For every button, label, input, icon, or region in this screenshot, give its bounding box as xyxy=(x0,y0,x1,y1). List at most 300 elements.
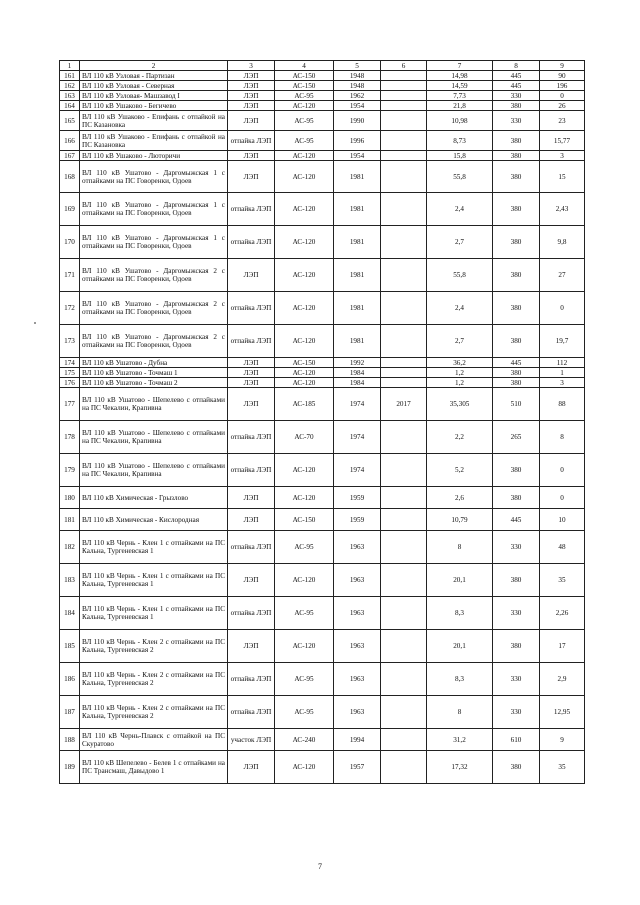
current-load: 12,95 xyxy=(540,696,585,729)
table-row xyxy=(60,292,585,325)
line-name: ВЛ 110 кВ Ушатово - Даргомыжская 1 с отпайками на ПС Говоренки, Одоев xyxy=(80,193,228,226)
table-row xyxy=(60,630,585,663)
year-built: 1984 xyxy=(334,368,381,378)
table-row xyxy=(60,81,585,91)
line-name: ВЛ 110 кВ Ушатово - Шепелево с отпайками на ПС Чекалин, Крапивна xyxy=(80,454,228,487)
length-km: 55,8 xyxy=(427,161,493,193)
length-km: 36,2 xyxy=(427,358,493,368)
allowed-current: 380 xyxy=(493,193,540,226)
year-built: 1948 xyxy=(334,71,381,81)
row-number: 179 xyxy=(60,454,80,487)
year-built: 1984 xyxy=(334,378,381,388)
object-type: ЛЭП xyxy=(228,487,275,509)
allowed-current: 330 xyxy=(493,597,540,630)
line-name: ВЛ 110 кВ Ушаково - Епифань с отпайкой на ПС Казановка xyxy=(80,111,228,131)
object-type: ЛЭП xyxy=(228,111,275,131)
page-number: 7 xyxy=(318,862,322,871)
row-number: 185 xyxy=(60,630,80,663)
line-name: ВЛ 110 кВ Ушатово - Точмаш 2 xyxy=(80,378,228,388)
object-type: участок ЛЭП xyxy=(228,729,275,751)
length-km: 21,8 xyxy=(427,101,493,111)
object-type: отпайка ЛЭП xyxy=(228,292,275,325)
line-name: ВЛ 110 кВ Чернь - Клен 2 с отпайками на ПС Кальна, Тургеневская 2 xyxy=(80,696,228,729)
row-number: 175 xyxy=(60,368,80,378)
current-load: 15 xyxy=(540,161,585,193)
header-cell: 5 xyxy=(334,61,381,71)
year-reconstructed xyxy=(381,630,427,663)
length-km: 1,2 xyxy=(427,368,493,378)
allowed-current: 510 xyxy=(493,388,540,421)
length-km: 31,2 xyxy=(427,729,493,751)
current-load: 8 xyxy=(540,421,585,454)
year-reconstructed: 2017 xyxy=(381,388,427,421)
line-name: ВЛ 110 кВ Чернь - Клен 2 с отпайками на ПС Кальна, Тургеневская 2 xyxy=(80,663,228,696)
year-reconstructed xyxy=(381,378,427,388)
object-type: ЛЭП xyxy=(228,751,275,784)
wire-brand: АС-120 xyxy=(275,292,334,325)
year-built: 1992 xyxy=(334,358,381,368)
wire-brand: АС-120 xyxy=(275,630,334,663)
row-number: 162 xyxy=(60,81,80,91)
line-name: ВЛ 110 кВ Чернь - Клен 1 с отпайками на ПС Кальна, Тургеневская 1 xyxy=(80,564,228,597)
length-km: 8,73 xyxy=(427,131,493,151)
year-reconstructed xyxy=(381,696,427,729)
year-built: 1974 xyxy=(334,454,381,487)
year-reconstructed xyxy=(381,161,427,193)
object-type: отпайка ЛЭП xyxy=(228,454,275,487)
length-km: 2,2 xyxy=(427,421,493,454)
length-km: 1,2 xyxy=(427,378,493,388)
current-load: 23 xyxy=(540,111,585,131)
table-row xyxy=(60,564,585,597)
line-name: ВЛ 110 кВ Ушатово - Шепелево с отпайками на ПС Чекалин, Крапивна xyxy=(80,388,228,421)
line-name: ВЛ 110 кВ Ушатово - Даргомыжская 1 с отпайками на ПС Говоренки, Одоев xyxy=(80,226,228,259)
current-load: 17 xyxy=(540,630,585,663)
object-type: ЛЭП xyxy=(228,151,275,161)
table-row xyxy=(60,358,585,368)
wire-brand: АС-70 xyxy=(275,421,334,454)
length-km: 55,8 xyxy=(427,259,493,292)
table-row xyxy=(60,509,585,531)
current-load: 19,7 xyxy=(540,325,585,358)
row-number: 173 xyxy=(60,325,80,358)
current-load: 2,9 xyxy=(540,663,585,696)
row-number: 177 xyxy=(60,388,80,421)
header-cell: 6 xyxy=(381,61,427,71)
year-built: 1963 xyxy=(334,630,381,663)
current-load: 3 xyxy=(540,378,585,388)
allowed-current: 380 xyxy=(493,454,540,487)
table-row xyxy=(60,729,585,751)
year-built: 1963 xyxy=(334,564,381,597)
row-number: 164 xyxy=(60,101,80,111)
current-load: 1 xyxy=(540,368,585,378)
year-built: 1996 xyxy=(334,131,381,151)
row-number: 188 xyxy=(60,729,80,751)
wire-brand: АС-95 xyxy=(275,663,334,696)
length-km: 5,2 xyxy=(427,454,493,487)
year-built: 1974 xyxy=(334,388,381,421)
line-name: ВЛ 110 кВ Ушаково - Епифань с отпайкой на ПС Казановка xyxy=(80,131,228,151)
row-number: 161 xyxy=(60,71,80,81)
row-number: 176 xyxy=(60,378,80,388)
current-load: 88 xyxy=(540,388,585,421)
header-row xyxy=(60,61,585,71)
year-reconstructed xyxy=(381,531,427,564)
length-km: 8 xyxy=(427,696,493,729)
table-row xyxy=(60,226,585,259)
header-cell: 8 xyxy=(493,61,540,71)
current-load: 9,8 xyxy=(540,226,585,259)
row-number: 184 xyxy=(60,597,80,630)
row-number: 174 xyxy=(60,358,80,368)
row-number: 186 xyxy=(60,663,80,696)
current-load: 0 xyxy=(540,487,585,509)
year-built: 1963 xyxy=(334,663,381,696)
object-type: ЛЭП xyxy=(228,509,275,531)
table-row xyxy=(60,421,585,454)
current-load: 0 xyxy=(540,91,585,101)
row-number: 182 xyxy=(60,531,80,564)
line-name: ВЛ 110 кВ Чернь-Плавск с отпайкой на ПС Скуратово xyxy=(80,729,228,751)
table-row xyxy=(60,597,585,630)
year-reconstructed xyxy=(381,564,427,597)
year-reconstructed xyxy=(381,71,427,81)
object-type: отпайка ЛЭП xyxy=(228,663,275,696)
length-km: 14,98 xyxy=(427,71,493,81)
header-cell: 3 xyxy=(228,61,275,71)
object-type: отпайка ЛЭП xyxy=(228,193,275,226)
wire-brand: АС-120 xyxy=(275,151,334,161)
line-name: ВЛ 110 кВ Химическая - Грызлово xyxy=(80,487,228,509)
length-km: 17,32 xyxy=(427,751,493,784)
table-row xyxy=(60,487,585,509)
object-type: отпайка ЛЭП xyxy=(228,531,275,564)
length-km: 35,305 xyxy=(427,388,493,421)
wire-brand: АС-95 xyxy=(275,696,334,729)
row-number: 166 xyxy=(60,131,80,151)
length-km: 2,4 xyxy=(427,193,493,226)
header-cell: 7 xyxy=(427,61,493,71)
table-row xyxy=(60,696,585,729)
wire-brand: АС-120 xyxy=(275,193,334,226)
header-cell: 9 xyxy=(540,61,585,71)
row-number: 168 xyxy=(60,161,80,193)
allowed-current: 330 xyxy=(493,111,540,131)
year-built: 1959 xyxy=(334,509,381,531)
year-built: 1981 xyxy=(334,193,381,226)
year-reconstructed xyxy=(381,358,427,368)
allowed-current: 265 xyxy=(493,421,540,454)
table-row xyxy=(60,71,585,81)
year-reconstructed xyxy=(381,597,427,630)
wire-brand: АС-120 xyxy=(275,751,334,784)
table-row xyxy=(60,161,585,193)
allowed-current: 380 xyxy=(493,368,540,378)
allowed-current: 380 xyxy=(493,151,540,161)
length-km: 2,6 xyxy=(427,487,493,509)
table-row xyxy=(60,151,585,161)
table-row xyxy=(60,531,585,564)
line-name: ВЛ 110 кВ Узловая- Машзавод I xyxy=(80,91,228,101)
wire-brand: АС-120 xyxy=(275,226,334,259)
line-name: ВЛ 110 кВ Ушаково - Бегичево xyxy=(80,101,228,111)
row-number: 183 xyxy=(60,564,80,597)
current-load: 10 xyxy=(540,509,585,531)
object-type: отпайка ЛЭП xyxy=(228,226,275,259)
length-km: 20,1 xyxy=(427,564,493,597)
year-built: 1981 xyxy=(334,292,381,325)
object-type: ЛЭП xyxy=(228,91,275,101)
line-name: ВЛ 110 кВ Ушаково - Лютоpичи xyxy=(80,151,228,161)
length-km: 20,1 xyxy=(427,630,493,663)
table-row xyxy=(60,325,585,358)
object-type: отпайка ЛЭП xyxy=(228,696,275,729)
current-load: 35 xyxy=(540,751,585,784)
table-row xyxy=(60,368,585,378)
allowed-current: 330 xyxy=(493,663,540,696)
year-reconstructed xyxy=(381,325,427,358)
allowed-current: 445 xyxy=(493,81,540,91)
year-built: 1981 xyxy=(334,259,381,292)
wire-brand: АС-120 xyxy=(275,325,334,358)
year-reconstructed xyxy=(381,81,427,91)
year-reconstructed xyxy=(381,111,427,131)
object-type: ЛЭП xyxy=(228,388,275,421)
wire-brand: АС-120 xyxy=(275,454,334,487)
current-load: 35 xyxy=(540,564,585,597)
table-row xyxy=(60,663,585,696)
year-reconstructed xyxy=(381,101,427,111)
year-reconstructed xyxy=(381,368,427,378)
current-load: 48 xyxy=(540,531,585,564)
line-name: ВЛ 110 кВ Ушатово - Даргомыжская 1 с отпайками на ПС Говоренки, Одоев xyxy=(80,161,228,193)
table-row xyxy=(60,131,585,151)
line-name: ВЛ 110 кВ Шепелево - Белев 1 с отпайками на ПС Трансмаш, Давыдово 1 xyxy=(80,751,228,784)
allowed-current: 380 xyxy=(493,131,540,151)
length-km: 15,8 xyxy=(427,151,493,161)
year-reconstructed xyxy=(381,663,427,696)
line-name: ВЛ 110 кВ Ушатово - Точмаш 1 xyxy=(80,368,228,378)
wire-brand: АС-150 xyxy=(275,509,334,531)
year-built: 1990 xyxy=(334,111,381,131)
lines-table xyxy=(59,60,585,784)
table-row xyxy=(60,91,585,101)
wire-brand: АС-150 xyxy=(275,81,334,91)
wire-brand: АС-120 xyxy=(275,378,334,388)
allowed-current: 330 xyxy=(493,696,540,729)
object-type: ЛЭП xyxy=(228,101,275,111)
table-row xyxy=(60,111,585,131)
row-number: 165 xyxy=(60,111,80,131)
length-km: 7,73 xyxy=(427,91,493,101)
wire-brand: АС-120 xyxy=(275,101,334,111)
current-load: 2,43 xyxy=(540,193,585,226)
current-load: 3 xyxy=(540,151,585,161)
table-row xyxy=(60,378,585,388)
length-km: 8,3 xyxy=(427,663,493,696)
object-type: отпайка ЛЭП xyxy=(228,131,275,151)
length-km: 2,4 xyxy=(427,292,493,325)
allowed-current: 380 xyxy=(493,751,540,784)
line-name: ВЛ 110 кВ Узловая - Партизан xyxy=(80,71,228,81)
allowed-current: 330 xyxy=(493,91,540,101)
table-row xyxy=(60,193,585,226)
current-load: 112 xyxy=(540,358,585,368)
header-cell: 1 xyxy=(60,61,80,71)
table-row xyxy=(60,751,585,784)
year-built: 1963 xyxy=(334,531,381,564)
year-reconstructed xyxy=(381,292,427,325)
row-number: 170 xyxy=(60,226,80,259)
row-number: 180 xyxy=(60,487,80,509)
year-reconstructed xyxy=(381,226,427,259)
year-reconstructed xyxy=(381,131,427,151)
wire-brand: АС-95 xyxy=(275,91,334,101)
current-load: 0 xyxy=(540,292,585,325)
wire-brand: АС-240 xyxy=(275,729,334,751)
length-km: 10,79 xyxy=(427,509,493,531)
year-reconstructed xyxy=(381,487,427,509)
allowed-current: 380 xyxy=(493,226,540,259)
year-built: 1962 xyxy=(334,91,381,101)
row-number: 171 xyxy=(60,259,80,292)
allowed-current: 380 xyxy=(493,564,540,597)
line-name: ВЛ 110 кВ Ушатово - Даргомыжская 2 с отпайками на ПС Говоренки, Одоев xyxy=(80,292,228,325)
current-load: 196 xyxy=(540,81,585,91)
year-reconstructed xyxy=(381,421,427,454)
allowed-current: 380 xyxy=(493,630,540,663)
length-km: 2,7 xyxy=(427,226,493,259)
object-type: ЛЭП xyxy=(228,378,275,388)
current-load: 26 xyxy=(540,101,585,111)
year-reconstructed xyxy=(381,454,427,487)
length-km: 10,98 xyxy=(427,111,493,131)
object-type: ЛЭП xyxy=(228,630,275,663)
object-type: отпайка ЛЭП xyxy=(228,421,275,454)
object-type: ЛЭП xyxy=(228,368,275,378)
allowed-current: 380 xyxy=(493,259,540,292)
row-number: 163 xyxy=(60,91,80,101)
row-number: 172 xyxy=(60,292,80,325)
year-built: 1954 xyxy=(334,101,381,111)
wire-brand: АС-120 xyxy=(275,259,334,292)
year-reconstructed xyxy=(381,751,427,784)
wire-brand: АС-150 xyxy=(275,358,334,368)
year-built: 1959 xyxy=(334,487,381,509)
current-load: 90 xyxy=(540,71,585,81)
year-built: 1981 xyxy=(334,226,381,259)
allowed-current: 380 xyxy=(493,101,540,111)
year-built: 1981 xyxy=(334,161,381,193)
wire-brand: АС-185 xyxy=(275,388,334,421)
current-load: 15,77 xyxy=(540,131,585,151)
allowed-current: 380 xyxy=(493,378,540,388)
line-name: ВЛ 110 кВ Ушатово - Шепелево с отпайками на ПС Чекалин, Крапивна xyxy=(80,421,228,454)
wire-brand: АС-95 xyxy=(275,131,334,151)
row-number: 189 xyxy=(60,751,80,784)
row-number: 187 xyxy=(60,696,80,729)
allowed-current: 330 xyxy=(493,531,540,564)
length-km: 8,3 xyxy=(427,597,493,630)
wire-brand: АС-95 xyxy=(275,531,334,564)
line-name: ВЛ 110 кВ Ушатово - Даргомыжская 2 с отпайками на ПС Говоренки, Одоев xyxy=(80,325,228,358)
current-load: 2,26 xyxy=(540,597,585,630)
current-load: 0 xyxy=(540,454,585,487)
table-row xyxy=(60,101,585,111)
length-km: 14,59 xyxy=(427,81,493,91)
year-built: 1954 xyxy=(334,151,381,161)
object-type: ЛЭП xyxy=(228,358,275,368)
allowed-current: 445 xyxy=(493,71,540,81)
row-number: 169 xyxy=(60,193,80,226)
year-reconstructed xyxy=(381,91,427,101)
row-number: 178 xyxy=(60,421,80,454)
allowed-current: 610 xyxy=(493,729,540,751)
row-number: 181 xyxy=(60,509,80,531)
object-type: ЛЭП xyxy=(228,564,275,597)
year-reconstructed xyxy=(381,151,427,161)
allowed-current: 380 xyxy=(493,161,540,193)
object-type: отпайка ЛЭП xyxy=(228,325,275,358)
line-name: ВЛ 110 кВ Ушатово - Дубна xyxy=(80,358,228,368)
allowed-current: 445 xyxy=(493,509,540,531)
year-built: 1981 xyxy=(334,325,381,358)
table-row xyxy=(60,388,585,421)
wire-brand: АС-120 xyxy=(275,161,334,193)
year-reconstructed xyxy=(381,729,427,751)
wire-brand: АС-150 xyxy=(275,71,334,81)
year-reconstructed xyxy=(381,193,427,226)
year-built: 1963 xyxy=(334,597,381,630)
year-reconstructed xyxy=(381,259,427,292)
year-built: 1957 xyxy=(334,751,381,784)
line-name: ВЛ 110 кВ Чернь - Клен 2 с отпайками на ПС Кальна, Тургеневская 2 xyxy=(80,630,228,663)
year-built: 1963 xyxy=(334,696,381,729)
allowed-current: 380 xyxy=(493,325,540,358)
row-number: 167 xyxy=(60,151,80,161)
year-reconstructed xyxy=(381,509,427,531)
wire-brand: АС-95 xyxy=(275,111,334,131)
table-row xyxy=(60,454,585,487)
header-cell: 2 xyxy=(80,61,228,71)
allowed-current: 380 xyxy=(493,487,540,509)
current-load: 27 xyxy=(540,259,585,292)
wire-brand: АС-120 xyxy=(275,564,334,597)
year-built: 1994 xyxy=(334,729,381,751)
allowed-current: 380 xyxy=(493,292,540,325)
current-load: 9 xyxy=(540,729,585,751)
line-name: ВЛ 110 кВ Ушатово - Даргомыжская 2 с отпайками на ПС Говоренки, Одоев xyxy=(80,259,228,292)
length-km: 8 xyxy=(427,531,493,564)
object-type: ЛЭП xyxy=(228,81,275,91)
table-row xyxy=(60,259,585,292)
wire-brand: АС-120 xyxy=(275,487,334,509)
object-type: ЛЭП xyxy=(228,161,275,193)
year-built: 1948 xyxy=(334,81,381,91)
allowed-current: 445 xyxy=(493,358,540,368)
object-type: ЛЭП xyxy=(228,259,275,292)
wire-brand: АС-120 xyxy=(275,368,334,378)
scan-speck xyxy=(34,322,36,324)
year-built: 1974 xyxy=(334,421,381,454)
header-cell: 4 xyxy=(275,61,334,71)
line-name: ВЛ 110 кВ Химическая - Кислородная xyxy=(80,509,228,531)
wire-brand: АС-95 xyxy=(275,597,334,630)
line-name: ВЛ 110 кВ Чернь - Клен 1 с отпайками на ПС Кальна, Тургеневская 1 xyxy=(80,597,228,630)
length-km: 2,7 xyxy=(427,325,493,358)
object-type: отпайка ЛЭП xyxy=(228,597,275,630)
